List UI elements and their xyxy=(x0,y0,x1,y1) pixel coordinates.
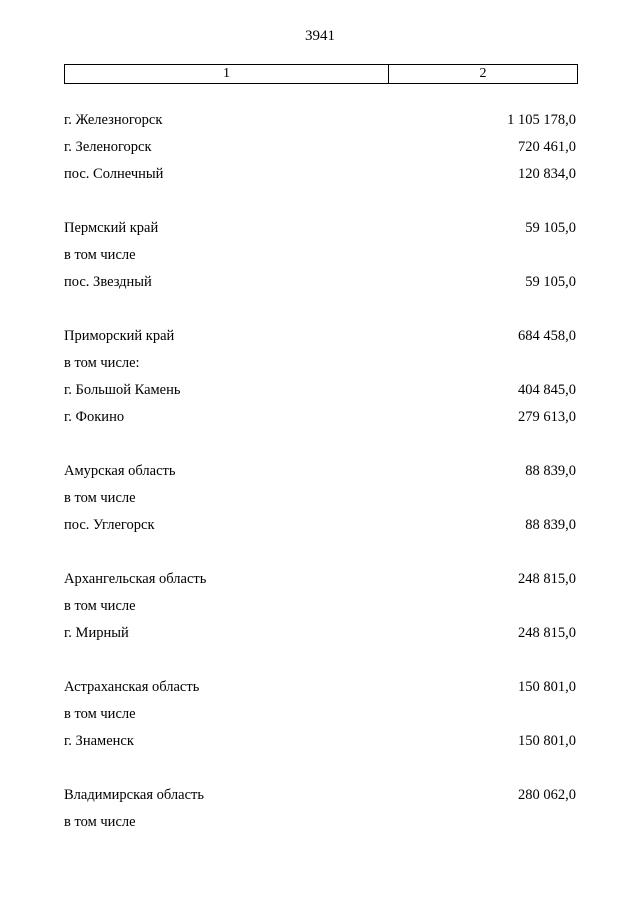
table-row xyxy=(64,620,576,647)
table-row xyxy=(64,593,576,620)
row-name: в том числе xyxy=(64,814,136,830)
row-value: 1 105 178,0 xyxy=(507,112,576,128)
column-header-2: 2 xyxy=(479,66,487,81)
row-value: 280 062,0 xyxy=(518,787,576,803)
row-name: в том числе xyxy=(64,490,136,506)
page-number: 3941 xyxy=(305,28,335,44)
table-row xyxy=(64,323,576,350)
spacer-row xyxy=(64,188,576,215)
table-row xyxy=(64,674,576,701)
table-row xyxy=(64,512,576,539)
table-row xyxy=(64,377,576,404)
row-value: 59 105,0 xyxy=(525,220,576,236)
row-name: пос. Углегорск xyxy=(64,517,155,533)
row-value: 150 801,0 xyxy=(518,733,576,749)
table-row xyxy=(64,107,576,134)
row-value: 248 815,0 xyxy=(518,571,576,587)
row-value: 88 839,0 xyxy=(525,517,576,533)
table-row xyxy=(64,485,576,512)
row-value: 150 801,0 xyxy=(518,679,576,695)
row-name: г. Зеленогорск xyxy=(64,139,152,155)
row-name: Владимирская область xyxy=(64,787,204,803)
spacer-row xyxy=(64,755,576,782)
table-row xyxy=(64,134,576,161)
column-header-1: 1 xyxy=(65,65,389,83)
row-value: 684 458,0 xyxy=(518,328,576,344)
spacer-row xyxy=(64,296,576,323)
table-row xyxy=(64,215,576,242)
spacer-row xyxy=(64,431,576,458)
table-row xyxy=(64,728,576,755)
table-row xyxy=(64,701,576,728)
row-name: в том числе xyxy=(64,598,136,614)
row-name: г. Железногорск xyxy=(64,112,163,128)
row-value: 720 461,0 xyxy=(518,139,576,155)
row-name: г. Мирный xyxy=(64,625,129,641)
row-value: 248 815,0 xyxy=(518,625,576,641)
column-header-table xyxy=(64,64,578,84)
row-value: 59 105,0 xyxy=(525,274,576,290)
table-row xyxy=(64,242,576,269)
row-name: Астраханская область xyxy=(64,679,200,695)
row-name: Архангельская область xyxy=(64,571,207,587)
row-value: 88 839,0 xyxy=(525,463,576,479)
row-value: 404 845,0 xyxy=(518,382,576,398)
row-value: 120 834,0 xyxy=(518,166,576,182)
row-name: г. Большой Камень xyxy=(64,382,181,398)
row-name: Пермский край xyxy=(64,220,159,236)
table-row xyxy=(64,566,576,593)
row-name: в том числе xyxy=(64,706,136,722)
allocation-list xyxy=(64,107,576,836)
row-name: в том числе: xyxy=(64,355,140,371)
row-name: Приморский край xyxy=(64,328,175,344)
table-row xyxy=(64,350,576,377)
row-name: г. Фокино xyxy=(64,409,125,425)
table-row xyxy=(64,161,576,188)
table-row xyxy=(64,404,576,431)
row-name: Амурская область xyxy=(64,463,176,479)
row-name: г. Знаменск xyxy=(64,733,134,749)
table-row xyxy=(64,809,576,836)
spacer-row xyxy=(64,539,576,566)
row-value: 279 613,0 xyxy=(518,409,576,425)
row-name: пос. Солнечный xyxy=(64,166,164,182)
table-row xyxy=(64,269,576,296)
spacer-row xyxy=(64,647,576,674)
table-row xyxy=(64,458,576,485)
row-name: пос. Звездный xyxy=(64,274,152,290)
row-name: в том числе xyxy=(64,247,136,263)
table-row xyxy=(64,782,576,809)
